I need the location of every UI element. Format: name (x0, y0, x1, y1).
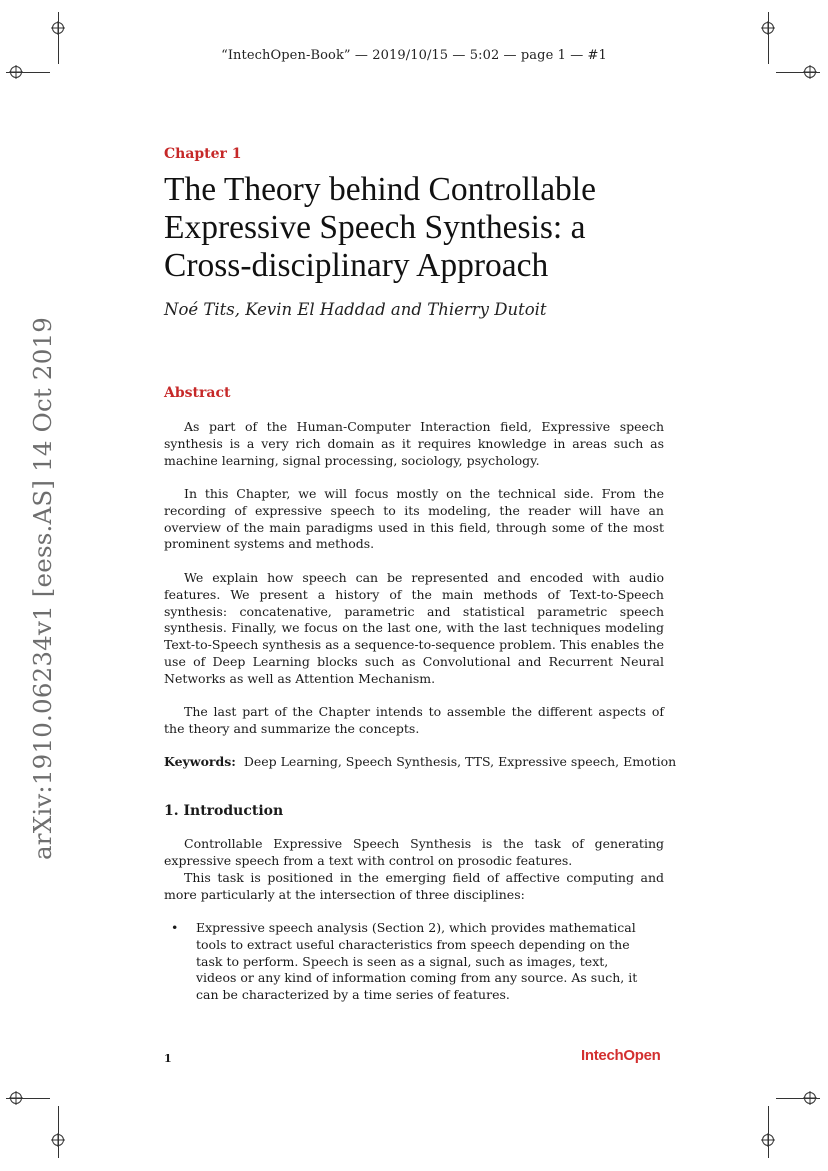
discipline-list (164, 920, 664, 1004)
crop-mark-top-left (0, 12, 60, 72)
list-item-text: Expressive speech analysis (Section 2), which provides mathematical tools to extract useful characteristics from speech depending on the task to perform. Speech is seen as a signal, such as images, text, videos or any kind of information coming from any source. As such, it can be characterized by a time series of features. (196, 920, 638, 1003)
abstract-paragraph-2: In this Chapter, we will focus mostly on the technical side. From the recording of expressive speech to its modeling, the reader will have an overview of the main paradigms used in this field, through some of the most prominent systems and methods. (164, 486, 664, 552)
introduction-paragraph-1: Controllable Expressive Speech Synthesis is the task of generating expressive speech from a text with control on prosodic features. (164, 836, 664, 868)
bullet-icon: • (171, 920, 179, 935)
abstract-heading: Abstract (164, 385, 231, 401)
keywords-line (164, 754, 684, 771)
keywords-text: Deep Learning, Speech Synthesis, TTS, Expressive speech, Emotion (243, 754, 677, 769)
introduction-paragraph-2: This task is positioned in the emerging field of affective computing and more particularly at the intersection of three disciplines: (164, 870, 664, 902)
running-header: “IntechOpen-Book” — 2019/10/15 — 5:02 — page 1 — #1 (221, 48, 607, 63)
chapter-authors: Noé Tits, Kevin El Haddad and Thierry Dutoit (164, 300, 547, 319)
crop-mark-bottom-right (762, 1090, 822, 1150)
arxiv-identifier-stamp: arXiv:1910.06234v1 [eess.AS] 14 Oct 2019 (28, 316, 57, 860)
chapter-title: The Theory behind Controllable Expressive Speech Synthesis: a Cross-disciplinary Approach (164, 171, 596, 284)
page-number: 1 (164, 1052, 172, 1065)
abstract-paragraph-3: We explain how speech can be represented and encoded with audio features. We present a history of the main methods of Text-to-Speech synthesis: concatenative, parametric and statistical parametric speech synthesis. Finally, we focus on the last one, with the last techniques modeling Text-to-Speech synthesis as a sequence-to-sequence problem. This enables the use of Deep Learning blocks such as Convolutional and Recurrent Neural Networks as well as Attention Mechanism. (164, 570, 664, 686)
chapter-label: Chapter 1 (164, 146, 242, 162)
introduction-heading: 1. Introduction (164, 803, 284, 819)
crop-mark-bottom-left (0, 1090, 60, 1150)
intechopen-logo: IntechOpen (581, 1047, 661, 1064)
keywords-label: Keywords: (164, 754, 236, 769)
abstract-paragraph-1: As part of the Human-Computer Interaction field, Expressive speech synthesis is a very rich domain as it requires knowledge in areas such as machine learning, signal processing, sociology, psychology. (164, 419, 664, 468)
abstract-paragraph-4: The last part of the Chapter intends to assemble the different aspects of the theory and summarize the concepts. (164, 704, 664, 736)
list-item (164, 920, 664, 1004)
crop-mark-top-right (762, 12, 822, 72)
